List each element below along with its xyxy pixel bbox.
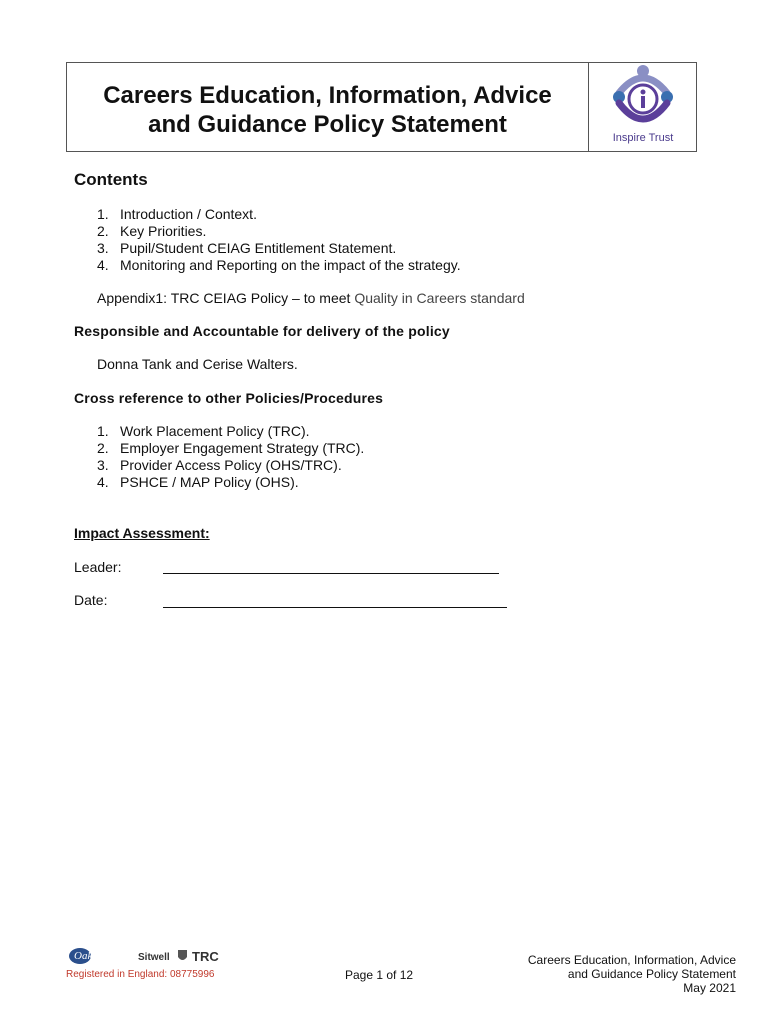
list-item: 1. Work Placement Policy (TRC). [97, 423, 310, 439]
footer-logos [66, 945, 226, 967]
inspire-trust-logo-icon [589, 63, 697, 133]
trc-logo-text: TRC [192, 949, 219, 964]
contents-list [97, 206, 461, 274]
page-number: Page 1 of 12 [345, 968, 414, 982]
oakwood-logo-text: Oakwood [74, 950, 117, 962]
appendix-prefix: Appendix1: TRC CEIAG Policy – to meet [97, 290, 355, 306]
appendix-standard: Quality in Careers standard [354, 290, 525, 306]
footer-title-line-1: Careers Education, Information, Advice [527, 953, 736, 967]
leader-label: Leader: [74, 559, 122, 575]
footer-title-line-2: and Guidance Policy Statement [567, 967, 736, 981]
registration-number: Registered in England: 08775996 [66, 969, 215, 980]
sitwell-logo-text: Sitwell [138, 952, 170, 963]
document-title [67, 81, 588, 139]
title-line-1: Careers Education, Information, Advice [103, 82, 552, 109]
leader-signature-line[interactable] [163, 572, 499, 574]
responsible-names: Donna Tank and Cerise Walters. [97, 356, 298, 372]
list-item: 2. Key Priorities. [97, 223, 207, 239]
inspire-trust-logo [588, 63, 697, 151]
responsible-heading: Responsible and Accountable for delivery of the policy [74, 323, 450, 339]
partner-logos-icon [66, 945, 226, 967]
footer-date: May 2021 [683, 981, 736, 995]
title-line-2: and Guidance Policy Statement [148, 111, 507, 138]
list-item: 4. Monitoring and Reporting on the impact of the strategy. [97, 257, 461, 273]
list-item: 4. PSHCE / MAP Policy (OHS). [97, 474, 299, 490]
impact-assessment-heading: Impact Assessment: [74, 525, 210, 541]
list-item: 3. Provider Access Policy (OHS/TRC). [97, 457, 342, 473]
logo-text: Inspire Trust [612, 132, 674, 144]
list-item: 3. Pupil/Student CEIAG Entitlement Statement. [97, 240, 397, 256]
cross-reference-heading: Cross reference to other Policies/Procedures [74, 390, 384, 406]
list-item: 1. Introduction / Context. [97, 206, 257, 222]
date-signature-line[interactable] [163, 606, 507, 608]
contents-heading: Contents [74, 170, 148, 189]
list-item: 2. Employer Engagement Strategy (TRC). [97, 440, 365, 456]
appendix-line [97, 290, 525, 306]
cross-reference-list [97, 423, 364, 491]
date-label: Date: [74, 592, 108, 608]
footer-document-info [528, 953, 736, 995]
header-box [66, 62, 697, 152]
